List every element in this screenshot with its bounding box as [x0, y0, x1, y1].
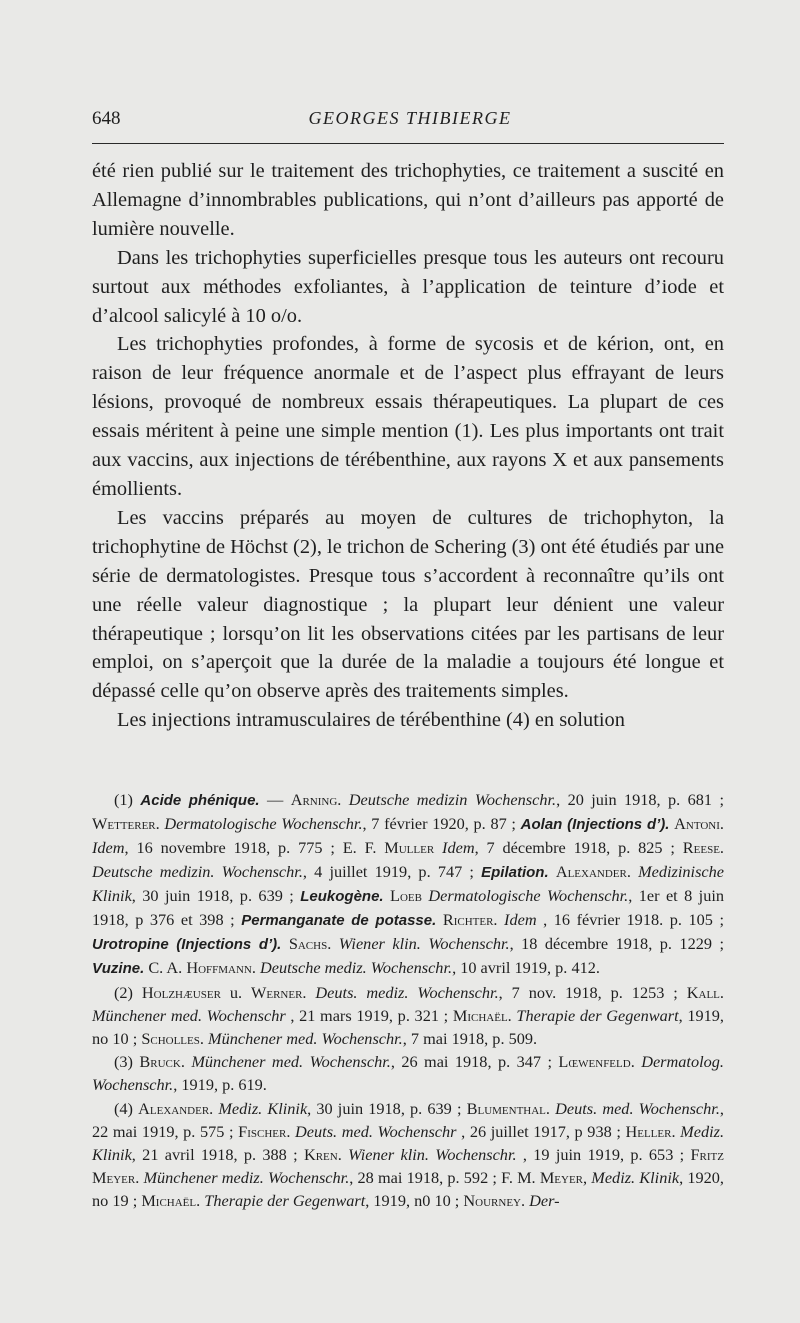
header-rule	[92, 143, 724, 144]
author-name: Hoffmann.	[186, 958, 256, 978]
treatment-heading: Vuzine.	[92, 960, 145, 978]
journal-title: Dermatolog. Wochenschr.	[92, 1052, 724, 1095]
text-run: , 7 mai 1918, p. 509.	[402, 1029, 538, 1049]
author-name: Nourney.	[463, 1191, 526, 1211]
body-paragraph	[92, 244, 724, 331]
text-run: , 16 février 1918. p. 105 ;	[536, 910, 724, 930]
text-run	[281, 934, 288, 953]
treatment-heading: Leukogène.	[300, 887, 384, 905]
page-number: 648	[92, 108, 121, 129]
journal-title: Deuts. med. Wochenschr	[295, 1121, 457, 1141]
journal-title: Münchener med. Wochenschr.	[191, 1052, 391, 1072]
text-run: , 18 décembre 1918, p. 1229 ;	[509, 934, 724, 954]
author-name: Meyer	[539, 1168, 584, 1188]
journal-title: Therapie der Gegenwart	[204, 1191, 366, 1211]
body-paragraph	[92, 157, 724, 244]
text-run: u.	[220, 982, 251, 1002]
text-run: , 19 juin 1919, p. 653 ;	[516, 1145, 691, 1165]
body-paragraph	[92, 706, 724, 735]
author-name: Arning.	[290, 790, 342, 809]
text-run: , 26 mai 1918, p. 347 ;	[390, 1052, 559, 1072]
text-run: , 21 mars 1919, p. 321 ;	[285, 1005, 453, 1025]
text-run: C. A.	[144, 958, 187, 978]
journal-title: Idem	[504, 910, 537, 930]
text-run: (3)	[114, 1052, 140, 1072]
text-run: Les trichophyties profondes, à forme de sycosis et de kérion, ont, en raison de leur fréquence anormale et de l’aspect plus effrayant de leurs lésions, provoqué de nombreux essais thérapeutiques. La plupart de ces essais méritent à peine une simple mention (1). Les plus importants ont trait aux vaccins, aux injections de térébenthine, aux rayons X et aux pansements émollients.	[92, 333, 724, 500]
text-run: , 10 avril 1919, p. 412.	[452, 958, 600, 978]
journal-title: Mediz. Klinik	[591, 1168, 680, 1188]
journal-title: Dermatologische Wochenschr.	[428, 885, 629, 905]
author-name: Antoni.	[674, 814, 724, 834]
body-paragraph	[92, 330, 724, 503]
text-run: , 28 mai 1918, p. 592 ; F. M.	[349, 1168, 540, 1188]
journal-title: Münchener mediz. Wochenschr.	[143, 1168, 350, 1188]
text-run	[331, 934, 338, 953]
author-name: Michaël.	[141, 1191, 201, 1211]
text-run: (1)	[114, 790, 141, 809]
journal-title: Therapie der Gegenwart	[516, 1005, 679, 1025]
journal-title: Der-	[529, 1191, 560, 1211]
text-run: , 1919, no 10 ;	[92, 1005, 725, 1049]
journal-title: Deutsche medizin Wochenschr.	[348, 790, 557, 809]
footnote	[92, 1050, 724, 1096]
journal-title: Deutsche mediz. Wochenschr.	[260, 958, 453, 978]
text-run: (2)	[114, 982, 142, 1002]
author-name: Alexander.	[138, 1098, 214, 1118]
journal-title: Deutsche medizin. Wochenschr.	[92, 861, 303, 881]
journal-title: Deuts. med. Wochenschr.	[555, 1098, 720, 1118]
text-run: , 20 juin 1918, p. 681 ;	[556, 790, 725, 809]
footnotes	[92, 788, 724, 1213]
author-name: Holzhæuser	[141, 982, 221, 1002]
text-run: ,	[583, 1168, 592, 1188]
text-run: , 1919, n0 10 ;	[365, 1191, 464, 1211]
journal-title: Deuts. mediz. Wochenschr.	[315, 982, 499, 1002]
author-name: Muller	[384, 838, 435, 858]
footnote	[92, 981, 724, 1051]
author-name: Heller.	[625, 1121, 676, 1141]
author-name: Reese.	[682, 838, 724, 858]
text-run: Les injections intramusculaires de térébenthine (4) en solution	[117, 709, 625, 732]
author-name: Werner.	[250, 982, 307, 1002]
text-run: , 22 mai 1919, p. 575 ;	[92, 1098, 724, 1141]
text-run	[434, 838, 442, 857]
text-run: été rien publié sur le traitement des trichophyties, ce traitement a suscité en Allemagne d’innombrables publications, qui n’ont d’ailleurs pas apporté de lumière nouvelle.	[92, 160, 724, 240]
author-name: Kren.	[303, 1145, 342, 1165]
journal-title: Dermatologische Wochenschr.	[164, 814, 363, 834]
text-run: , 26 juillet 1917, p 938 ;	[456, 1121, 626, 1141]
author-name: Wetterer.	[92, 814, 160, 834]
footnote	[92, 788, 724, 981]
text-run: , 1919, p. 619.	[173, 1075, 267, 1095]
author-name: Lœwenfeld.	[558, 1052, 635, 1072]
body-text	[92, 157, 724, 735]
text-run: —	[259, 790, 291, 809]
author-name: Richter.	[442, 910, 498, 930]
author-name: Alexander.	[555, 861, 631, 881]
treatment-heading: Acide phénique.	[140, 792, 260, 809]
treatment-heading: Permanganate de potasse.	[241, 912, 437, 930]
author-name: Scholles.	[141, 1029, 204, 1049]
running-title: GEORGES THIBIERGE	[308, 108, 512, 128]
author-name: Fritz Meyer.	[92, 1145, 724, 1188]
author-name: Loeb	[390, 885, 422, 905]
journal-title: Münchener med. Wochenschr.	[208, 1029, 403, 1049]
body-paragraph	[92, 504, 724, 706]
text-run	[549, 862, 556, 881]
text-run: Les vaccins préparés au moyen de cultures de trichophyton, la trichophytine de Höchst (2), le trichon de Schering (3) ont été étudiés par une série de dermatologistes. Presque tous s’accordent à reconnaître qu’ils ont une réelle valeur diagnostique ; la plupart leur dénient une valeur thérapeutique ; lorsqu’on lit les observations citées par les partisans de leur emploi, on s’aperçoit que la durée de la maladie a toujours été longue et dépassé celle qu’on observe après des traitements simples.	[92, 506, 724, 703]
journal-title: Wiener klin. Wochenschr.	[338, 934, 510, 954]
text-run: , 21 avril 1918, p. 388 ;	[131, 1145, 304, 1165]
text-run: , 4 juillet 1919, p. 747 ;	[302, 861, 482, 881]
journal-title: Medizinische Klinik	[92, 861, 725, 905]
author-name: Sachs.	[288, 934, 332, 954]
treatment-heading: Urotropine (Injections d’).	[92, 936, 282, 954]
footnote	[92, 1097, 724, 1213]
text-run: , 30 juin 1918, p. 639 ;	[307, 1098, 467, 1118]
text-run: Dans les trichophyties superficielles presque tous les auteurs ont recouru surtout aux méthodes exfoliantes, à l’application de teinture d’iode et d’alcool salicylé à 10 o/o.	[92, 246, 724, 327]
author-name: Blumenthal.	[466, 1098, 550, 1118]
treatment-heading: Epilation.	[481, 863, 549, 881]
author-name: Bruck.	[139, 1052, 185, 1072]
text-run: , 30 juin 1918, p. 639 ;	[131, 885, 301, 905]
page-header	[92, 108, 728, 134]
journal-title: Idem	[442, 838, 475, 858]
text-run: , 1920, no 19 ;	[92, 1168, 724, 1211]
text-run: (4)	[114, 1098, 139, 1118]
journal-title: Wiener klin. Wochenschr.	[348, 1145, 517, 1165]
author-name: Michaël.	[452, 1005, 512, 1025]
journal-title: Mediz. Klinik	[218, 1098, 308, 1118]
text-run: , 1er et 8 juin 1918, p 376 et 398 ;	[92, 885, 725, 930]
journal-title: Idem	[92, 838, 125, 858]
author-name: Kall.	[686, 982, 724, 1002]
text-run	[341, 790, 348, 809]
text-run: , 7 nov. 1918, p. 1253 ;	[498, 982, 687, 1002]
text-run: , 7 février 1920, p. 87 ;	[362, 814, 521, 834]
text-run: , 7 décembre 1918, p. 825 ;	[474, 838, 683, 858]
text-run: , 16 novembre 1918, p. 775 ; E. F.	[124, 838, 385, 858]
author-name: Fischer.	[238, 1121, 291, 1141]
journal-title: Mediz. Klinik	[92, 1121, 725, 1165]
journal-title: Münchener med. Wochenschr	[92, 1005, 286, 1025]
treatment-heading: Aolan (Injections d’).	[520, 816, 670, 834]
